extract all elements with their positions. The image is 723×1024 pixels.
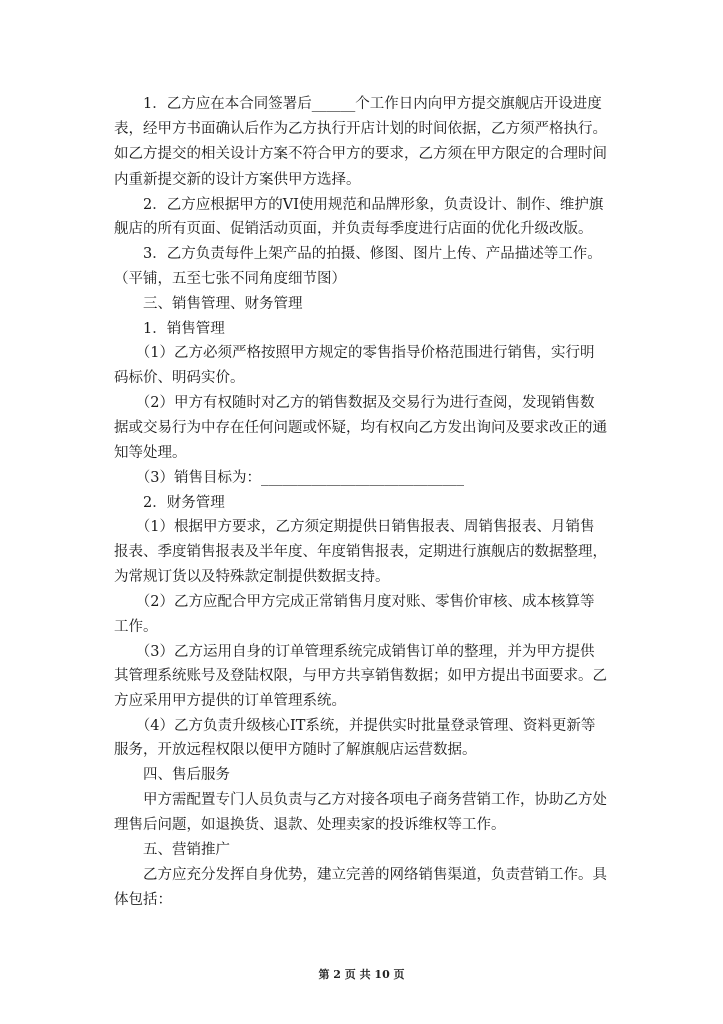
text-line: （4）乙方负责升级核心IT系统，并提供实时批量登录管理、资料更新等 [114,718,596,734]
text-line: 三、销售管理、财务管理 [114,296,303,312]
text-line: 知等处理。 [114,445,187,461]
page-footer: 第 2 页 共 10 页 [318,968,405,981]
text-line: 内重新提交新的设计方案供甲方选择。 [114,172,361,188]
text-line: 甲方需配置专门人员负责与乙方对接各项电子商务营销工作，协助乙方处 [114,792,607,808]
text-line: 其管理系统账号及登陆权限，与甲方共享销售数据；如甲方提出书面要求。乙 [114,668,607,684]
text-line: （2）乙方应配合甲方完成正常销售月度对账、零售价审核、成本核算等 [114,594,595,610]
text-line: 舰店的所有页面、促销活动页面，并负责每季度进行店面的优化升级改版。 [114,221,593,237]
text-line: 四、售后服务 [114,767,230,783]
text-line: （平铺，五至七张不同角度细节图） [114,271,346,287]
text-line: 3．乙方负责每件上架产品的拍摄、修图、图片上传、产品描述等工作。 [114,246,602,262]
text-line: 乙方应充分发挥自身优势，建立完善的网络销售渠道，负责营销工作。具 [114,867,607,883]
text-line: （1）根据甲方要求，乙方须定期提供日销售报表、周销售报表、月销售 [114,519,595,535]
text-line: （3）销售目标为：____________________________ [114,470,464,486]
text-line: 工作。 [114,619,158,635]
text-line: （3）乙方运用自身的订单管理系统完成销售订单的整理，并为甲方提供 [114,644,595,660]
text-line: （2）甲方有权随时对乙方的销售数据及交易行为进行查阅，发现销售数 [114,395,595,411]
text-line: 如乙方提交的相关设计方案不符合甲方的要求，乙方须在甲方限定的合理时间 [114,146,607,162]
text-line: 方应采用甲方提供的订单管理系统。 [114,693,346,709]
text-line: 表，经甲方书面确认后作为乙方执行开店计划的时间依据，乙方须严格执行。 [114,121,607,137]
text-line: 码标价、明码实价。 [114,370,245,386]
text-line: 理售后问题，如退换货、退款、处理卖家的投诉维权等工作。 [114,817,506,833]
text-line: 1．销售管理 [114,321,225,337]
text-line: 报表、季度销售报表及半年度、年度销售报表，定期进行旗舰店的数据整理， [114,544,607,560]
text-line: 2．财务管理 [114,495,225,511]
text-line: 1．乙方应在本合同签署后______个工作日内向甲方提交旗舰店开设进度 [114,96,602,112]
text-line: 2．乙方应根据甲方的VI使用规范和品牌形象，负责设计、制作、维护旗 [114,197,604,213]
text-line: 体包括： [114,892,172,908]
text-line: 服务，开放远程权限以便甲方随时了解旗舰店运营数据。 [114,742,477,758]
text-line: 据或交易行为中存在任何问题或怀疑，均有权向乙方发出询问及要求改正的通 [114,420,607,436]
text-line: 为常规订货以及特殊款定制提供数据支持。 [114,569,390,585]
text-line: （1）乙方必须严格按照甲方规定的零售指导价格范围进行销售，实行明 [114,345,595,361]
text-line: 五、营销推广 [114,842,230,858]
